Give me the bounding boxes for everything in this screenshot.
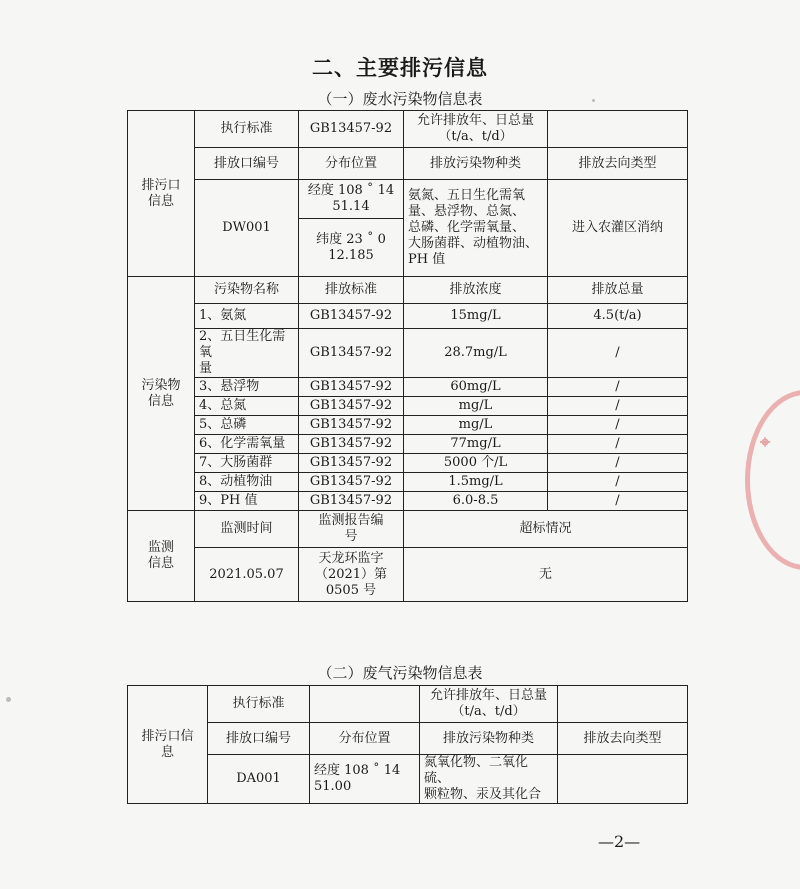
allow-total-value: [558, 686, 688, 723]
pollutant-standard: GB13457-92: [299, 304, 404, 329]
pollutant-total: /: [548, 378, 688, 397]
header-outlet-id: 排放口编号: [208, 723, 310, 755]
header-outlet-id: 排放口编号: [195, 148, 299, 180]
monitor-date: 2021.05.07: [195, 548, 299, 602]
pollutant-total: /: [548, 454, 688, 473]
section-label-outlet-info: 排污口 信息: [128, 111, 195, 277]
table-row: [128, 492, 688, 511]
header-location: 分布位置: [299, 148, 404, 180]
header-total: 排放总量: [548, 277, 688, 304]
table-row: [128, 473, 688, 492]
table-row: [128, 329, 688, 378]
section-label-monitoring-info: 监测 信息: [128, 511, 195, 602]
header-destination: 排放去向类型: [558, 723, 688, 755]
pollutant-total: /: [548, 416, 688, 435]
header-exceedance: 超标情况: [404, 511, 688, 548]
header-pollutant-types: 排放污染物种类: [404, 148, 548, 180]
table-row: [128, 454, 688, 473]
pollutant-name: 3、悬浮物: [195, 378, 299, 397]
pollutant-name: 6、化学需氧量: [195, 435, 299, 454]
pollutant-name: 8、动植物油: [195, 473, 299, 492]
pollutant-standard: GB13457-92: [299, 473, 404, 492]
std-label: 执行标准: [208, 686, 310, 723]
pollutant-total: 4.5(t/a): [548, 304, 688, 329]
table-row: [128, 304, 688, 329]
section-label-outlet-info: 排污口信 息: [128, 686, 208, 804]
allow-total-label: 允许排放年、日总量 （t/a、t/d）: [404, 111, 548, 148]
pollutant-name: 7、大肠菌群: [195, 454, 299, 473]
pollutant-concentration: 5000 个/L: [404, 454, 548, 473]
pollutant-total: /: [548, 492, 688, 511]
table-row: [128, 416, 688, 435]
outlet-id: DA001: [208, 755, 310, 804]
std-value: [310, 686, 420, 723]
pollutant-concentration: 15mg/L: [404, 304, 548, 329]
allow-total-value: [548, 111, 688, 148]
destination-type: [558, 755, 688, 804]
std-value: GB13457-92: [299, 111, 404, 148]
std-label: 执行标准: [195, 111, 299, 148]
pollutant-name: 2、五日生化需氧 量: [195, 329, 299, 378]
table-row: [128, 378, 688, 397]
outlet-longitude: 经度 108 ˚ 14 51.00: [310, 755, 420, 804]
pollutant-total: /: [548, 473, 688, 492]
scan-speck: [6, 697, 11, 702]
pollutant-standard: GB13457-92: [299, 329, 404, 378]
table-row: [128, 397, 688, 416]
pollutant-concentration: 60mg/L: [404, 378, 548, 397]
seal-fragment-icon: ⌖: [760, 432, 771, 453]
header-concentration: 排放浓度: [404, 277, 548, 304]
outlet-id: DW001: [195, 180, 299, 277]
wastewater-table: [127, 110, 688, 602]
pollutant-total: /: [548, 397, 688, 416]
header-destination: 排放去向类型: [548, 148, 688, 180]
pollutant-concentration: 28.7mg/L: [404, 329, 548, 378]
pollutant-concentration: 77mg/L: [404, 435, 548, 454]
header-pollutant-types: 排放污染物种类: [420, 723, 558, 755]
outlet-latitude: 纬度 23 ˚ 0 12.185: [316, 231, 386, 263]
pollutant-total: /: [548, 435, 688, 454]
waste-gas-table: [127, 685, 688, 804]
pollutant-standard: GB13457-92: [299, 397, 404, 416]
table-row: [128, 435, 688, 454]
report-number: 天龙环监字 （2021）第 0505 号: [299, 548, 404, 602]
section-label-pollutant-info: 污染物 信息: [128, 277, 195, 511]
official-seal-icon: [745, 390, 800, 570]
page-title: 二、主要排污信息: [312, 56, 488, 80]
pollutant-standard: GB13457-92: [299, 435, 404, 454]
pollutant-name: 4、总氮: [195, 397, 299, 416]
pollutant-name: 9、PH 值: [195, 492, 299, 511]
pollutant-concentration: 6.0-8.5: [404, 492, 548, 511]
header-location: 分布位置: [310, 723, 420, 755]
pollutant-standard: GB13457-92: [299, 492, 404, 511]
pollutant-types: 氮氧化物、二氧化硫、 颗粒物、汞及其化合: [420, 755, 558, 804]
header-report-number: 监测报告编 号: [299, 511, 404, 548]
header-pollutant-name: 污染物名称: [195, 277, 299, 304]
pollutant-total: /: [548, 329, 688, 378]
pollutant-name: 1、氨氮: [195, 304, 299, 329]
outlet-longitude: 经度 108 ˚ 14 51.14: [299, 180, 403, 219]
destination-type: 进入农灌区消纳: [548, 180, 688, 277]
water-table-caption: （一）废水污染物信息表: [317, 90, 483, 108]
scan-speck: [592, 99, 595, 102]
gas-table-caption: （二）废气污染物信息表: [317, 664, 483, 682]
allow-total-label: 允许排放年、日总量 （t/a、t/d）: [420, 686, 558, 723]
pollutant-standard: GB13457-92: [299, 378, 404, 397]
pollutant-concentration: mg/L: [404, 416, 548, 435]
pollutant-standard: GB13457-92: [299, 454, 404, 473]
pollutant-standard: GB13457-92: [299, 416, 404, 435]
header-monitor-time: 监测时间: [195, 511, 299, 548]
page-number: —2—: [598, 832, 641, 851]
exceedance-result: 无: [404, 548, 688, 602]
pollutant-types: 氨氮、五日生化需氧 量、悬浮物、总氮、 总磷、化学需氧量、 大肠菌群、动植物油、 PH 值: [404, 180, 548, 277]
header-standard: 排放标准: [299, 277, 404, 304]
pollutant-concentration: 1.5mg/L: [404, 473, 548, 492]
pollutant-name: 5、总磷: [195, 416, 299, 435]
pollutant-concentration: mg/L: [404, 397, 548, 416]
